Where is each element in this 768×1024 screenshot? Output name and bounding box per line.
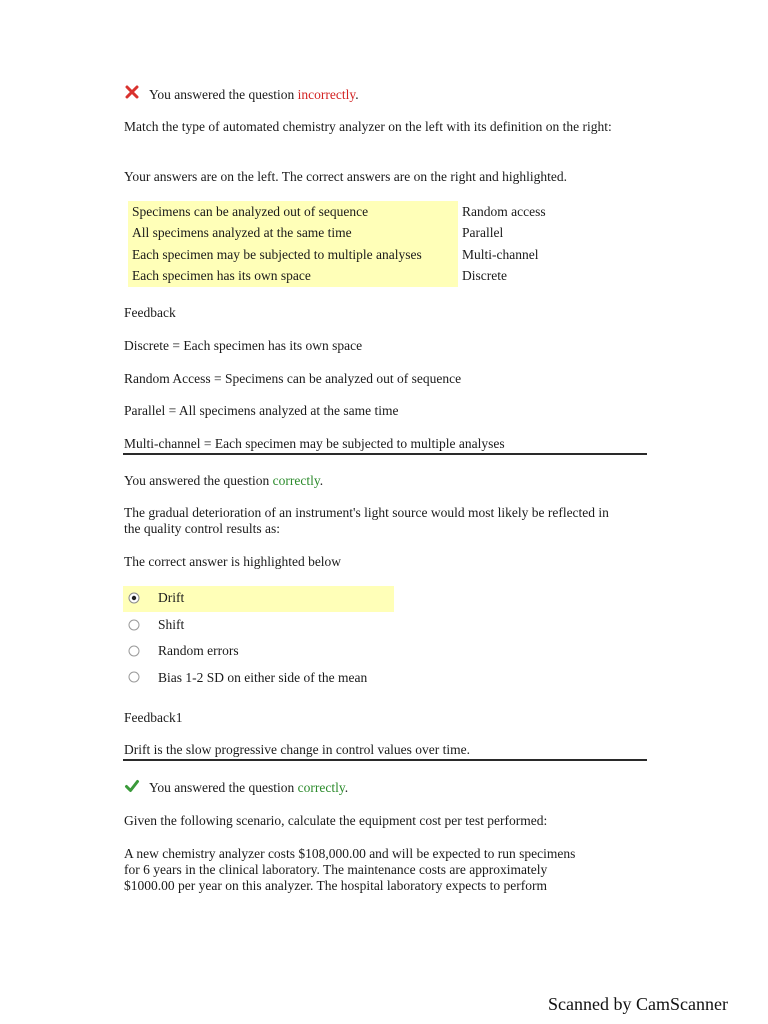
q1-correct-cell: Multi-channel [462,246,539,262]
table-row [128,223,550,245]
table-row [128,244,550,266]
q3-scenario-line: A new chemistry analyzer costs $108,000.00 and will be expected to run specimens [124,846,576,861]
radio-unselected-icon[interactable] [128,619,140,631]
q1-answer-cell: Each specimen has its own space [128,266,458,288]
q1-status-word: incorrectly [297,87,356,102]
q1-answer-cell: Each specimen may be subjected to multiple analyses [128,244,458,266]
correct-check-icon [124,778,140,794]
q1-feedback-line: Random Access = Specimens can be analyzed out of sequence [124,371,462,386]
incorrect-x-icon [124,84,140,100]
section-divider [123,453,647,455]
q1-correct-cell: Random access [462,203,546,219]
q3-status-suffix: . [344,780,349,795]
q2-option: Random errors [158,643,239,658]
q1-correct-cell: Discrete [462,268,507,284]
q2-status-prefix: You answered the question [124,473,273,488]
q2-instructions: The correct answer is highlighted below [124,554,342,569]
table-row [128,266,550,288]
q2-status [124,473,323,489]
q3-scenario-line: for 6 years in the clinical laboratory. The maintenance costs are approximately [124,862,548,877]
q2-option: Shift [158,617,185,632]
radio-selected-icon[interactable] [128,592,140,604]
q1-answer-cell: Specimens can be analyzed out of sequence [128,201,458,223]
q1-answer-cell: All specimens analyzed at the same time [128,223,458,245]
q3-status-word: correctly [297,780,345,795]
q1-correct-cell: Parallel [462,225,504,241]
q1-feedback-line: Multi-channel = Each specimen may be subjected to multiple analyses [124,436,505,451]
q3-status-prefix: You answered the question [149,780,298,795]
section-divider [123,759,647,761]
q2-feedback-text: Drift is the slow progressive change in control values over time. [124,742,471,757]
q1-status [149,87,359,103]
q1-match-table [128,201,550,287]
q1-status-suffix: . [355,87,359,102]
q1-feedback-line: Parallel = All specimens analyzed at the same time [124,403,399,418]
q1-status-prefix: You answered the question [149,87,298,102]
q2-feedback-title: Feedback1 [124,710,183,725]
q3-status [149,780,348,796]
q2-option: Bias 1-2 SD on either side of the mean [158,670,368,685]
q2-status-word: correctly [272,473,320,488]
q1-feedback-line: Discrete = Each specimen has its own space [124,338,363,353]
q3-prompt: Given the following scenario, calculate the equipment cost per test performed: [124,813,548,828]
table-row [128,201,550,223]
q1-feedback-title: Feedback [124,305,176,320]
scanner-watermark: Scanned by CamScanner [548,994,728,1014]
radio-unselected-icon[interactable] [128,671,140,683]
q1-prompt: Match the type of automated chemistry analyzer on the left with its definition on the right: [124,119,612,134]
q1-instructions: Your answers are on the left. The correct answers are on the right and highlighted. [124,169,567,184]
q2-status-suffix: . [319,473,324,488]
q2-option: Drift [158,590,185,605]
radio-unselected-icon[interactable] [128,645,140,657]
q3-scenario-line: $1000.00 per year on this analyzer. The hospital laboratory expects to perform [124,878,547,893]
q2-prompt: The gradual deterioration of an instrument's light source would most likely be reflected in the quality control results as: [124,505,609,536]
